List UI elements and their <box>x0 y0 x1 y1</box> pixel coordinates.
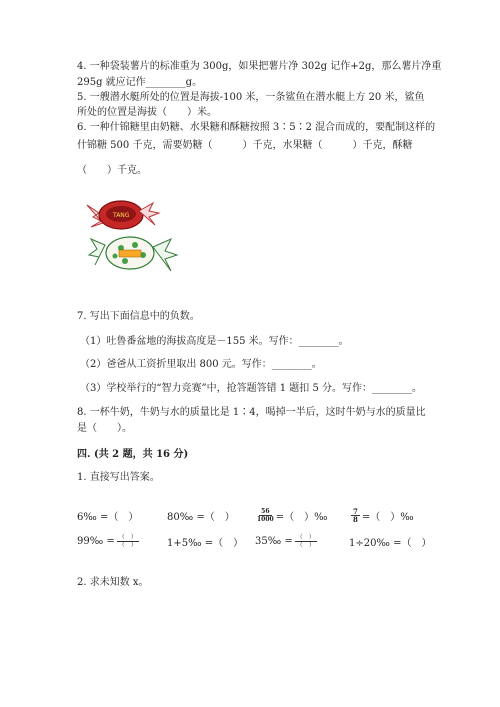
math-r2-c3 <box>255 526 319 556</box>
q8-line1: 8. 一杯牛奶，牛奶与水的质量比是 1∶4，喝掉一半后，这时牛奶与水的质量比 <box>77 407 426 418</box>
q5-line2: 所处的位置是海拔（ ）米。 <box>77 107 217 118</box>
q7-item2: （2）爸爸从工资折里取出 800 元。写作：________。 <box>80 359 322 370</box>
math-r2-c3-head: 35‰ = <box>255 535 293 547</box>
fraction-7-8 <box>351 508 360 523</box>
red-candy <box>87 201 159 229</box>
fraction-blank <box>117 534 139 549</box>
fraction-numerator: 7 <box>353 506 358 516</box>
q7-item3: （3）学校举行的“智力竞赛”中，抢答题答错 1 题扣 5 分。写作：________。 <box>80 383 423 394</box>
fraction-blank <box>295 534 317 549</box>
q4-line1: 4. 一种袋装薯片的标准重为 300g，如果把薯片净 302g 记作+2g，那么薯片净重 <box>77 61 442 72</box>
math-r1-c4-tail: =（ ）‰ <box>361 511 414 523</box>
math-r1-c2: 80‰ =（ ） <box>167 511 235 523</box>
fraction-denominator: （ ） <box>118 541 137 549</box>
section4-heading: 四. (共 2 题，共 16 分) <box>77 449 189 460</box>
math-r1-c3-tail: =（ ）‰ <box>275 511 328 523</box>
fraction-numerator: （ ） <box>296 533 315 541</box>
q6-line1: 6. 一种什锦糖里由奶糖、水果糖和酥糖按照 3∶5∶2 混合而成的，要配制这样的 <box>77 122 436 133</box>
q7-item1: （1）吐鲁番盆地的海拔高度是－155 米。写作：________。 <box>80 336 349 347</box>
math-r1-c1: 6‰ =（ ） <box>77 511 139 523</box>
q6-line2: 什锦糖 500 千克，需要奶糖（ ）千克，水果糖（ ）千克，酥糖 <box>77 140 413 151</box>
fraction-denominator: 1000 <box>257 515 274 523</box>
q7-title: 7. 写出下面信息中的负数。 <box>77 311 200 322</box>
fraction-denominator: 8 <box>353 514 358 524</box>
math-r2-c4: 1÷20‰ =（ ） <box>349 537 432 549</box>
section4-q2-title: 2. 求未知数 x。 <box>77 577 149 588</box>
fraction-numerator: （ ） <box>118 533 137 541</box>
math-r2-c1-head: 99‰ = <box>77 535 115 547</box>
math-row-2 <box>77 526 437 556</box>
math-r2-c2: 1+5‰ =（ ） <box>167 537 244 549</box>
q4-line2: 295g 就应记作________g。 <box>77 77 203 88</box>
section4-q1-title: 1. 直接写出答案。 <box>77 472 160 483</box>
q6-line3: （ ）千克。 <box>77 165 147 176</box>
candy-illustration <box>85 193 180 283</box>
q8-line2: 是（ ）。 <box>77 423 132 434</box>
fraction-denominator: （ ） <box>296 541 315 549</box>
red-candy-text: TANG <box>113 212 130 219</box>
math-r2-c1 <box>77 526 141 556</box>
fraction-numerator: 56 <box>261 507 270 515</box>
fraction-56-1000 <box>257 508 274 523</box>
green-candy <box>89 237 177 271</box>
q5-line1: 5. 一艘潜水艇所处的位置是海拔-100 米，一条鲨鱼在潜水艇上方 20 米，鲨鱼 <box>77 92 425 103</box>
